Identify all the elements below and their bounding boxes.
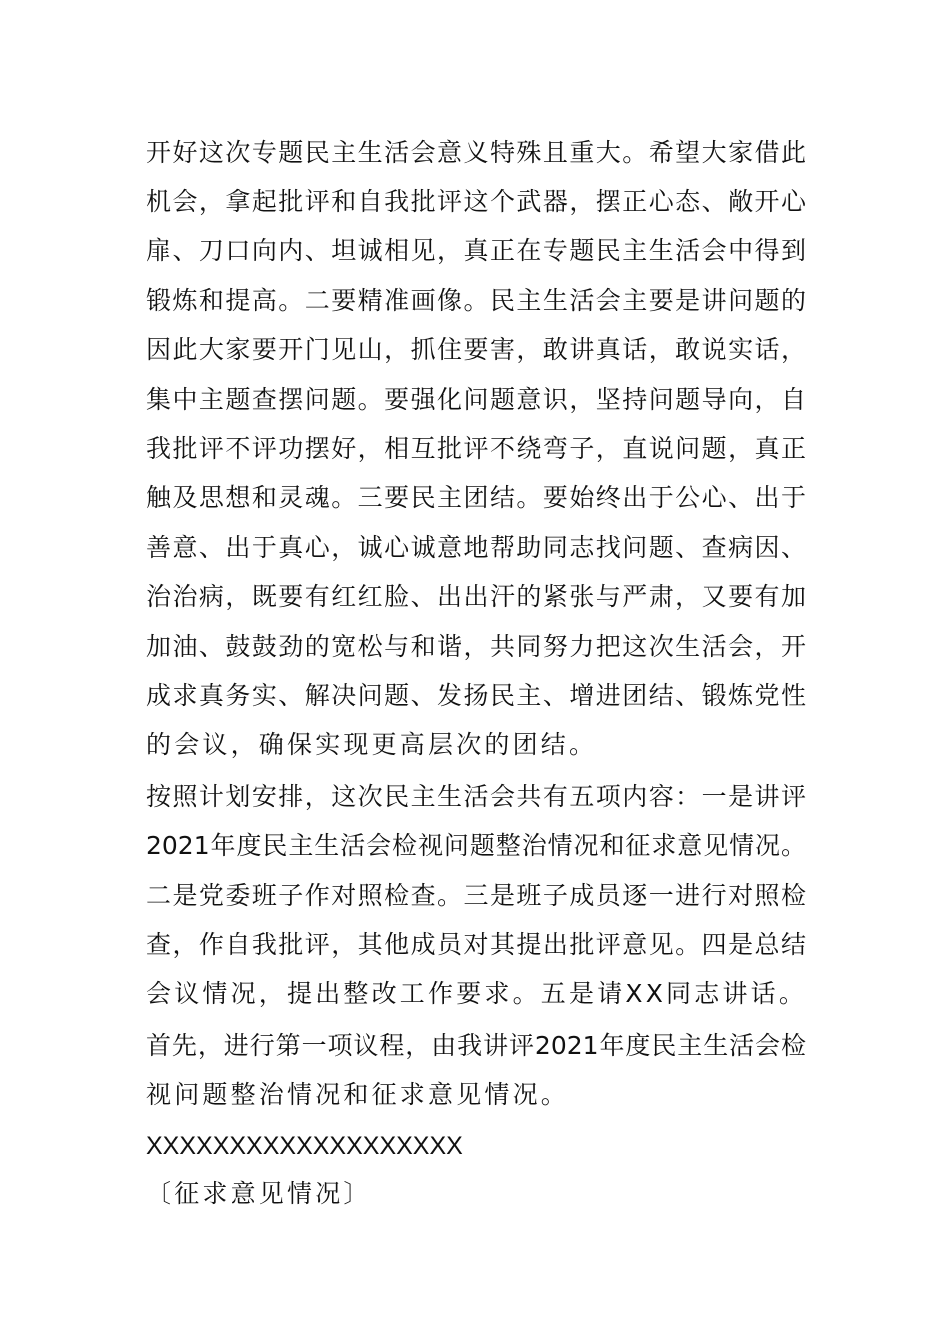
text-line-18: 会议情况，提出整改工作要求。五是请XX同志讲话。: [146, 979, 808, 1008]
text-line-20: 视问题整治情况和征求意见情况。: [146, 1080, 570, 1109]
text-line-15: 2021年度民主生活会检视问题整治情况和征求意见情况。: [146, 831, 806, 860]
text-line-6: 集中主题查摆问题。要强化问题意识，坚持问题导向，自: [146, 385, 806, 414]
text-line-21: XXXXXXXXXXXXXXXXXXX: [146, 1132, 463, 1160]
text-line-11: 加油、鼓鼓劲的宽松与和谐，共同努力把这次生活会，开: [146, 632, 806, 661]
text-line-10: 治治病，既要有红红脸、出出汗的紧张与严肃，又要有加: [146, 582, 806, 611]
text-line-12: 成求真务实、解决问题、发扬民主、增进团结、锻炼党性: [146, 681, 806, 710]
text-line-5: 因此大家要开门见山，抓住要害，敢讲真话，敢说实话，: [146, 335, 806, 364]
text-line-22: 〔征求意见情况〕: [146, 1179, 372, 1208]
text-line-17: 查，作自我批评，其他成员对其提出批评意见。四是总结: [146, 930, 806, 959]
text-line-2: 机会，拿起批评和自我批评这个武器，摆正心态、敞开心: [146, 187, 806, 216]
text-line-8: 触及思想和灵魂。三要民主团结。要始终出于公心、出于: [146, 483, 806, 512]
text-line-1: 开好这次专题民主生活会意义特殊且重大。希望大家借此: [146, 138, 806, 167]
text-line-9: 善意、出于真心，诚心诚意地帮助同志找问题、查病因、: [146, 533, 806, 562]
text-line-13: 的会议，确保实现更高层次的团结。: [146, 730, 598, 759]
text-line-4: 锻炼和提高。二要精准画像。民主生活会主要是讲问题的: [146, 286, 806, 315]
text-line-14: 按照计划安排，这次民主生活会共有五项内容：一是讲评: [146, 782, 806, 811]
text-line-16: 二是党委班子作对照检查。三是班子成员逐一进行对照检: [146, 881, 806, 910]
text-line-7: 我批评不评功摆好，相互批评不绕弯子，直说问题，真正: [146, 434, 806, 463]
text-line-3: 扉、刀口向内、坦诚相见，真正在专题民主生活会中得到: [146, 236, 806, 265]
text-line-19: 首先，进行第一项议程，由我讲评2021年度民主生活会检: [146, 1031, 806, 1060]
